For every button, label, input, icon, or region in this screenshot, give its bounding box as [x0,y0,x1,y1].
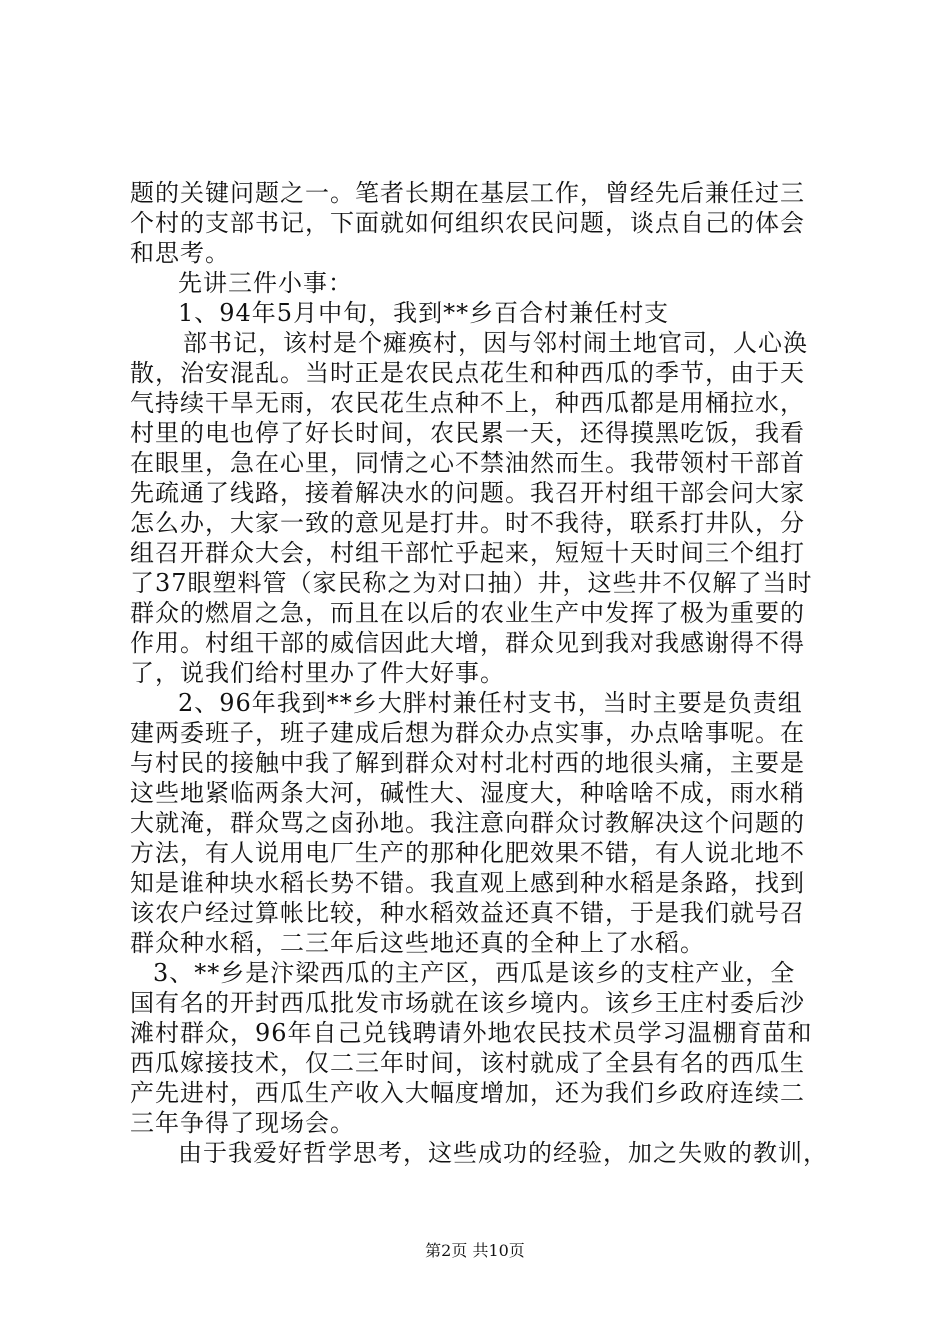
text-line: 组召开群众大会，村组干部忙乎起来，短短十天时间三个组打 [130,539,805,567]
text-line: 国有名的开封西瓜批发市场就在该乡境内。该乡王庄村委后沙 [130,989,805,1017]
text-line: 建两委班子，班子建成后想为群众办点实事，办点啥事呢。在 [130,719,805,747]
text-line: 3、**乡是汴梁西瓜的主产区，西瓜是该乡的支柱产业，全 [153,959,796,987]
text-line: 散，治安混乱。当时正是农民点花生和种西瓜的季节，由于天 [130,359,805,387]
text-line: 滩村群众，96年自己兑钱聘请外地农民技术员学习温棚育苗和 [130,1019,813,1047]
text-line: 产先进村，西瓜生产收入大幅度增加，还为我们乡政府连续二 [130,1079,805,1107]
text-line: 大就淹，群众骂之卤孙地。我注意向群众讨教解决这个问题的 [130,809,805,837]
text-line: 由于我爱好哲学思考，这些成功的经验，加之失败的教训， [178,1139,828,1167]
page-number-footer: 第2页 共10页 [425,1241,525,1260]
text-line: 2、96年我到**乡大胖村兼任村支书，当时主要是负责组 [178,689,803,717]
text-line: 先疏通了线路，接着解决水的问题。我召开村组干部会问大家 [130,479,805,507]
text-line: 了37眼塑料管（家民称之为对口抽）井，这些井不仅解了当时 [130,569,813,597]
text-line: 方法，有人说用电厂生产的那种化肥效果不错，有人说北地不 [130,839,805,867]
text-line: 个村的支部书记，下面就如何组织农民问题，谈点自己的体会 [130,209,805,237]
text-line: 1、94年5月中旬，我到**乡百合村兼任村支 [178,299,670,327]
text-line: 西瓜嫁接技术，仅二三年时间，该村就成了全县有名的西瓜生 [130,1049,805,1077]
text-line: 先讲三件小事： [178,269,353,297]
text-line: 这些地紧临两条大河，碱性大、湿度大，种啥啥不成，雨水稍 [130,779,805,807]
text-line: 了，说我们给村里办了件大好事。 [130,659,505,687]
text-line: 三年争得了现场会。 [130,1109,355,1137]
text-line: 知是谁种块水稻长势不错。我直观上感到种水稻是条路，找到 [130,869,805,897]
text-line: 题的关键问题之一。笔者长期在基层工作，曾经先后兼任过三 [130,179,805,207]
text-line: 和思考。 [130,239,230,267]
text-line: 气持续干旱无雨，农民花生点种不上，种西瓜都是用桶拉水， [130,389,805,417]
text-line: 群众种水稻，二三年后这些地还真的全种上了水稻。 [130,929,705,957]
text-line: 在眼里，急在心里，同情之心不禁油然而生。我带领村干部首 [130,449,805,477]
text-line: 群众的燃眉之急，而且在以后的农业生产中发挥了极为重要的 [130,599,805,627]
text-line: 部书记，该村是个瘫痪村，因与邻村闹土地官司，人心涣 [183,329,808,357]
text-line: 作用。村组干部的威信因此大增，群众见到我对我感谢得不得 [130,629,805,657]
text-line: 怎么办，大家一致的意见是打井。时不我待，联系打井队，分 [130,509,805,537]
text-line: 该农户经过算帐比较，种水稻效益还真不错，于是我们就号召 [130,899,805,927]
text-line: 村里的电也停了好长时间，农民累一天，还得摸黑吃饭，我看 [130,419,805,447]
text-line: 与村民的接触中我了解到群众对村北村西的地很头痛，主要是 [130,749,805,777]
